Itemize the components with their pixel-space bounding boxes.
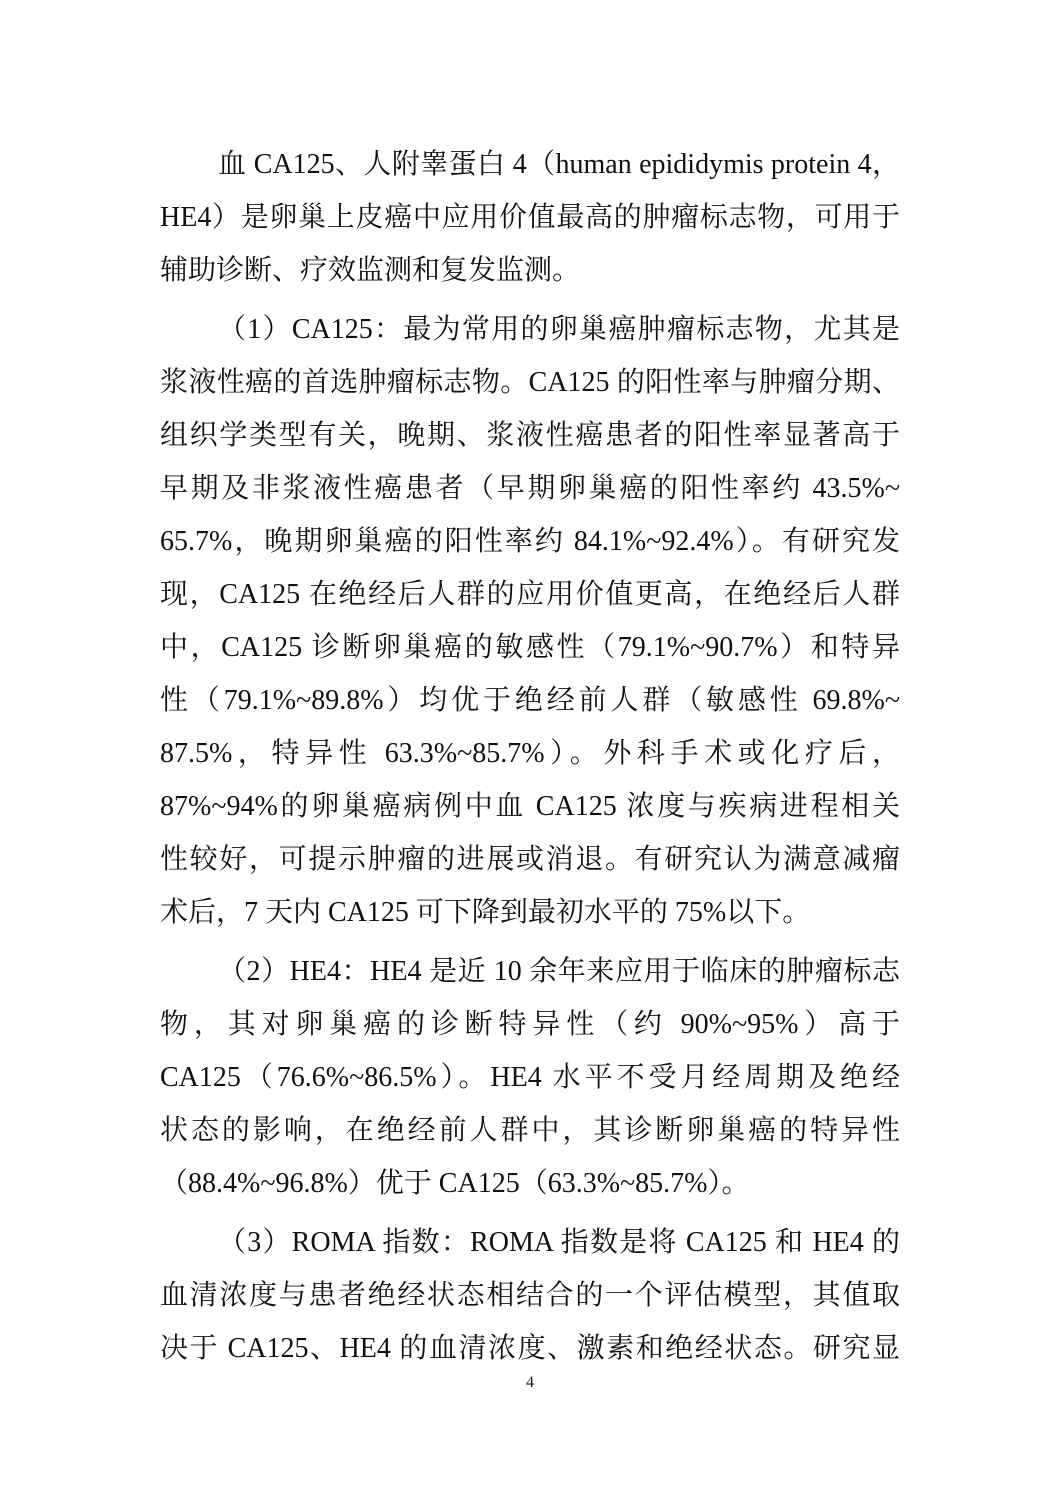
page-number: 4 bbox=[526, 1374, 534, 1391]
text-line: 性较好，可提示肿瘤的进展或消退。有研究认为满意减瘤 bbox=[160, 844, 900, 875]
text-line: （3）ROMA 指数：ROMA 指数是将 CA125 和 HE4 的 bbox=[218, 1227, 900, 1258]
text-line: 决于 CA125、HE4 的血清浓度、激素和绝经状态。研究显 bbox=[160, 1333, 900, 1364]
text-line: 术后，7 天内 CA125 可下降到最初水平的 75%以下。 bbox=[160, 897, 811, 928]
text-line: 87.5%，特异性 63.3%~85.7%）。外科手术或化疗后， bbox=[160, 738, 900, 769]
text-line: 性（79.1%~89.8%）均优于绝经前人群（敏感性 69.8%~ bbox=[160, 685, 900, 716]
text-line: 组织学类型有关，晚期、浆液性癌患者的阳性率显著高于 bbox=[160, 420, 900, 451]
text-line: 浆液性癌的首选肿瘤标志物。CA125 的阳性率与肿瘤分期、 bbox=[160, 367, 900, 398]
text-line: （1）CA125：最为常用的卵巢癌肿瘤标志物，尤其是 bbox=[218, 314, 900, 345]
text-line: 血清浓度与患者绝经状态相结合的一个评估模型，其值取 bbox=[160, 1280, 900, 1311]
text-line: 早期及非浆液性癌患者（早期卵巢癌的阳性率约 43.5%~ bbox=[160, 473, 900, 504]
text-line: 物，其对卵巢癌的诊断特异性（约 90%~95%）高于 bbox=[160, 1009, 900, 1040]
text-line: 状态的影响，在绝经前人群中，其诊断卵巢癌的特异性 bbox=[160, 1115, 900, 1146]
text-line: HE4）是卵巢上皮癌中应用价值最高的肿瘤标志物，可用于 bbox=[160, 202, 900, 233]
paragraph-ca125 bbox=[160, 303, 900, 939]
paragraph-intro bbox=[160, 138, 900, 297]
text-line: （88.4%~96.8%）优于 CA125（63.3%~85.7%）。 bbox=[160, 1168, 750, 1199]
text-line: 血 CA125、人附睾蛋白 4（human epididymis protein 4， bbox=[218, 149, 900, 180]
document-body bbox=[160, 138, 900, 1381]
text-line: 65.7%，晚期卵巢癌的阳性率约 84.1%~92.4%）。有研究发 bbox=[160, 526, 900, 557]
text-line: 辅助诊断、疗效监测和复发监测。 bbox=[160, 255, 581, 286]
text-line: 现，CA125 在绝经后人群的应用价值更高，在绝经后人群 bbox=[160, 579, 900, 610]
paragraph-he4 bbox=[160, 945, 900, 1210]
paragraph-roma bbox=[160, 1216, 900, 1375]
text-line: 87%~94%的卵巢癌病例中血 CA125 浓度与疾病进程相关 bbox=[160, 791, 900, 822]
text-line: 中，CA125 诊断卵巢癌的敏感性（79.1%~90.7%）和特异 bbox=[160, 632, 900, 663]
text-line: （2）HE4：HE4 是近 10 余年来应用于临床的肿瘤标志 bbox=[218, 956, 900, 987]
text-line: CA125（76.6%~86.5%）。HE4 水平不受月经周期及绝经 bbox=[160, 1062, 900, 1093]
